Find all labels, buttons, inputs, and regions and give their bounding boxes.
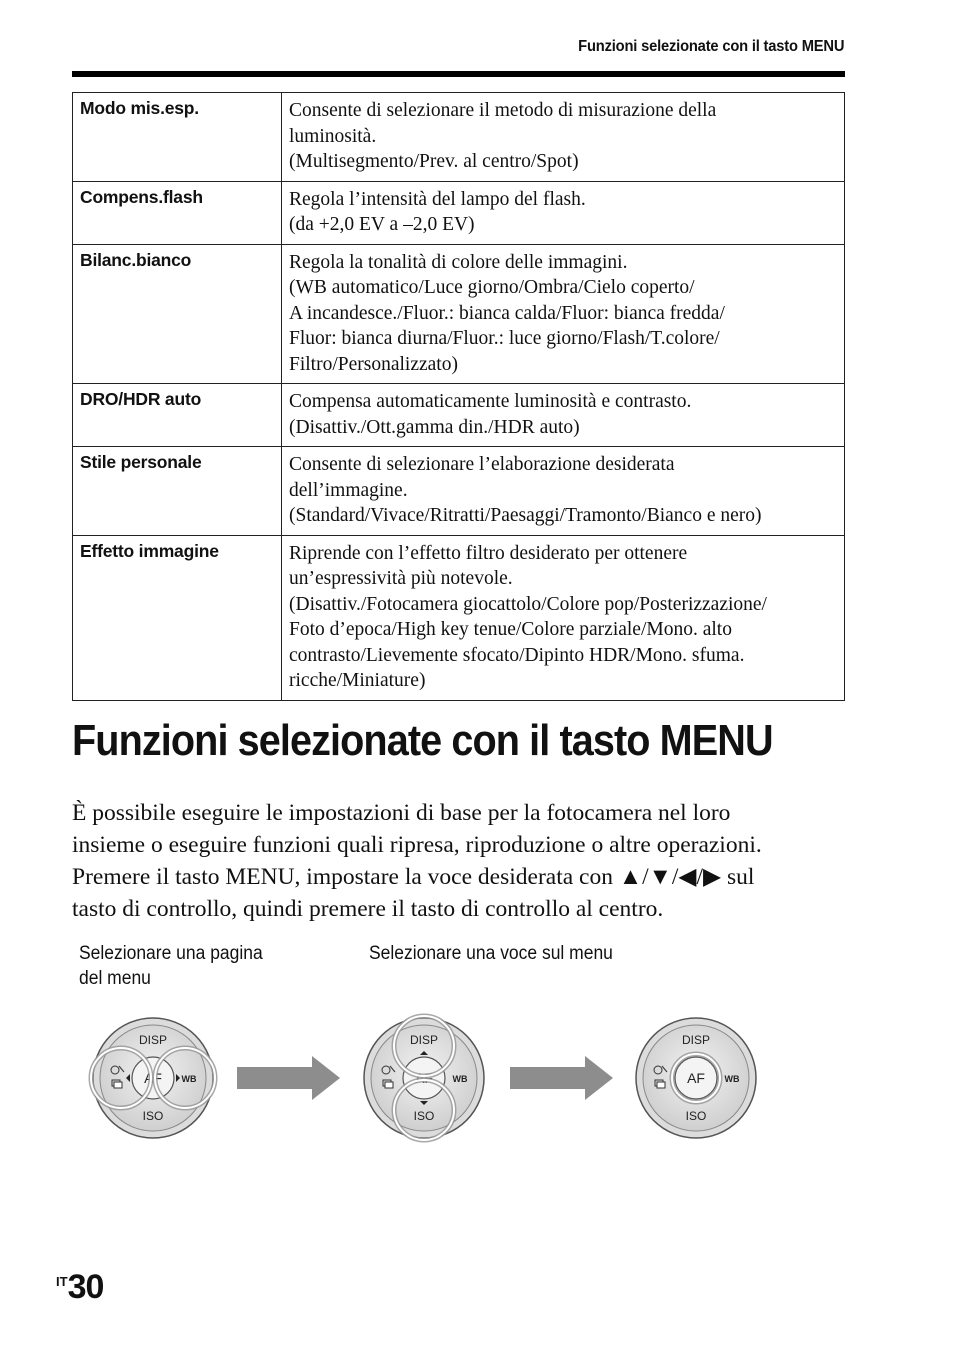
description-line: Fluor: bianca diurna/Fluor.: luce giorno/Flash/T.colore/ bbox=[289, 328, 720, 349]
description-line: Regola la tonalità di colore delle immagini. bbox=[289, 251, 628, 273]
caption-step-2: Selezionare una voce sul menu bbox=[369, 943, 613, 964]
setting-description bbox=[282, 384, 845, 447]
dial-label-center: AF bbox=[687, 1070, 705, 1086]
description-line: (WB automatico/Luce giorno/Ombra/Cielo coperto/ bbox=[289, 277, 695, 298]
dial-label-bottom: ISO bbox=[413, 1109, 435, 1123]
dial-label-center: AF bbox=[415, 1070, 433, 1086]
intro-line: È possibile eseguire le impostazioni di base per la fotocamera nel loro bbox=[72, 800, 731, 826]
setting-name: Compens.flash bbox=[73, 181, 282, 244]
running-header: Funzioni selezionate con il tasto MENU bbox=[577, 38, 844, 55]
table-row bbox=[73, 244, 845, 384]
setting-description bbox=[282, 244, 845, 384]
description-line: Consente di selezionare il metodo di misurazione della bbox=[289, 100, 717, 121]
setting-name: Bilanc.bianco bbox=[73, 244, 282, 384]
dial-label-right: WB bbox=[452, 1074, 468, 1084]
description-line: (Disattiv./Fotocamera giocattolo/Colore pop/Posterizzazione/ bbox=[289, 593, 767, 615]
description-line: Consente di selezionare l’elaborazione desiderata bbox=[289, 454, 675, 475]
setting-description bbox=[282, 93, 845, 182]
dial-label-right: WB bbox=[181, 1074, 197, 1084]
intro-line: tasto di controllo, quindi premere il tasto di controllo al centro. bbox=[72, 896, 664, 922]
description-line: (Disattiv./Ott.gamma din./HDR auto) bbox=[289, 416, 580, 438]
dial-label-center: AF bbox=[144, 1070, 162, 1086]
caption-line: del menu bbox=[79, 968, 151, 989]
description-line: (da +2,0 EV a –2,0 EV) bbox=[289, 214, 475, 235]
description-line: Foto d’epoca/High key tenue/Colore parziale/Mono. alto bbox=[289, 619, 732, 640]
arrow-right-icon-1 bbox=[237, 1056, 340, 1100]
description-line: Riprende con l’effetto filtro desiderato per ottenere bbox=[289, 542, 688, 564]
table-row bbox=[73, 447, 845, 536]
features-table bbox=[72, 92, 845, 701]
setting-name: Stile personale bbox=[73, 447, 282, 536]
dial-label-top: DISP bbox=[138, 1033, 168, 1047]
dial-label-top: DISP bbox=[409, 1033, 439, 1047]
dial-label-bottom: ISO bbox=[142, 1109, 164, 1123]
setting-name: DRO/HDR auto bbox=[73, 384, 282, 447]
features-table-body bbox=[73, 93, 845, 701]
description-line: Regola l’intensità del lampo del flash. bbox=[289, 188, 586, 210]
control-wheel-1 bbox=[91, 1018, 215, 1138]
setting-name: Modo mis.esp. bbox=[73, 93, 282, 182]
table-row bbox=[73, 181, 845, 244]
setting-description bbox=[282, 447, 845, 536]
control-wheel-diagram bbox=[72, 1010, 852, 1150]
setting-name: Effetto immagine bbox=[73, 535, 282, 700]
description-line: Compensa automaticamente luminosità e contrasto. bbox=[289, 391, 692, 412]
header-rule bbox=[72, 71, 845, 77]
description-line: dell’immagine. bbox=[289, 479, 408, 501]
setting-description bbox=[282, 181, 845, 244]
caption-line: Selezionare una pagina bbox=[79, 943, 263, 964]
caption-step-1 bbox=[79, 941, 263, 991]
description-line: un’espressività più notevole. bbox=[289, 568, 513, 589]
description-line: Filtro/Personalizzato) bbox=[289, 353, 458, 375]
page-title: Funzioni selezionate con il tasto MENU bbox=[72, 716, 773, 765]
description-line: contrasto/Lievemente sfocato/Dipinto HDR/Mono. sfuma. bbox=[289, 644, 745, 666]
intro-paragraph bbox=[72, 797, 852, 925]
page-language: IT bbox=[56, 1274, 68, 1289]
control-wheel-steps bbox=[72, 1010, 852, 1150]
page-number bbox=[56, 1268, 103, 1307]
dial-label-bottom: ISO bbox=[685, 1109, 707, 1123]
dial-label-top: DISP bbox=[681, 1033, 711, 1047]
intro-line: Premere il tasto MENU, impostare la voce desiderata con ▲/▼/◀/▶ sul bbox=[72, 864, 755, 890]
setting-description bbox=[282, 535, 845, 700]
description-line: (Multisegmento/Prev. al centro/Spot) bbox=[289, 151, 579, 172]
page-number-value: 30 bbox=[67, 1268, 104, 1306]
dial-label-right: WB bbox=[724, 1074, 740, 1084]
intro-line: insieme o eseguire funzioni quali ripresa, riproduzione o altre operazioni. bbox=[72, 832, 762, 858]
description-line: luminosità. bbox=[289, 125, 377, 147]
control-wheel-3 bbox=[636, 1018, 756, 1138]
table-row bbox=[73, 535, 845, 700]
arrow-right-icon-2 bbox=[510, 1056, 613, 1100]
table-row bbox=[73, 384, 845, 447]
description-line: (Standard/Vivace/Ritratti/Paesaggi/Tramonto/Bianco e nero) bbox=[289, 505, 762, 526]
control-wheel-2 bbox=[364, 1016, 484, 1140]
description-line: A incandesce./Fluor.: bianca calda/Fluor: bianca fredda/ bbox=[289, 302, 725, 324]
description-line: ricche/Miniature) bbox=[289, 670, 426, 691]
table-row bbox=[73, 93, 845, 182]
